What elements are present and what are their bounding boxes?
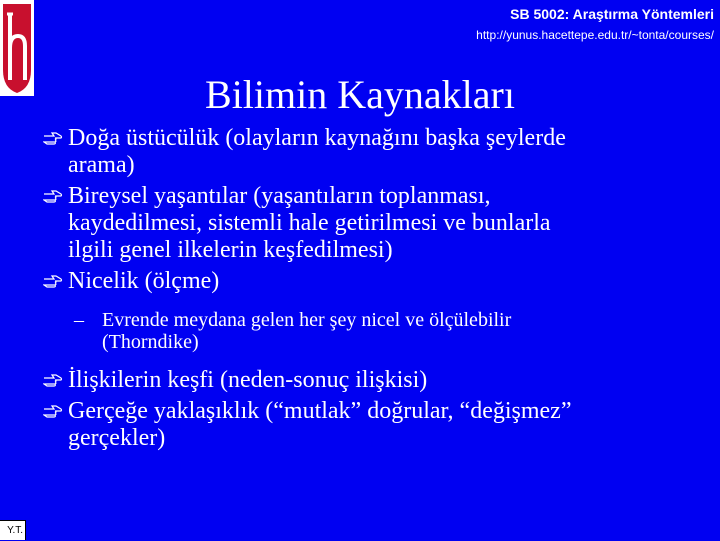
bullet-line: (Thorndike) (102, 331, 199, 353)
bullet-line: İlişkilerin keşfi (neden-sonuç ilişkisi) (68, 367, 428, 393)
bullet-line: gerçekler) (68, 425, 166, 451)
bullet-item (40, 367, 700, 394)
bullet-line: ilgili genel ilkelerin keşfedilmesi) (68, 237, 393, 263)
pointing-hand-icon (43, 405, 63, 419)
sub-bullet-dash: – (74, 309, 84, 331)
bullet-line: arama) (68, 152, 135, 178)
footer-initials: Y.T. (0, 520, 26, 540)
sub-bullet-item (40, 309, 700, 353)
bullet-list (40, 125, 700, 452)
bullet-item (40, 183, 700, 264)
bullet-item (40, 398, 700, 452)
pointing-hand-icon (43, 374, 63, 388)
pointing-hand-icon (43, 190, 63, 204)
slide-title: Bilimin Kaynakları (205, 72, 515, 117)
course-title: SB 5002: Araştırma Yöntemleri (510, 6, 714, 22)
bullet-item (40, 268, 700, 295)
bullet-line: Bireysel yaşantılar (yaşantıların toplanması, (68, 183, 491, 209)
pointing-hand-icon (43, 132, 63, 146)
pointing-hand-icon (43, 275, 63, 289)
bullet-line: Gerçeğe yaklaşıklık (“mutlak” doğrular, “değişmez” (68, 398, 572, 424)
bullet-line: kaydedilmesi, sistemli hale getirilmesi ve bunlarla (68, 210, 551, 236)
bullet-item (40, 125, 700, 179)
bullet-line: Evrende meydana gelen her şey nicel ve ölçülebilir (102, 309, 512, 331)
course-url[interactable]: http://yunus.hacettepe.edu.tr/~tonta/courses/ (476, 28, 714, 42)
bullet-line: Nicelik (ölçme) (68, 268, 220, 294)
bullet-line: Doğa üstücülük (olayların kaynağını başka şeylerde (68, 125, 566, 151)
